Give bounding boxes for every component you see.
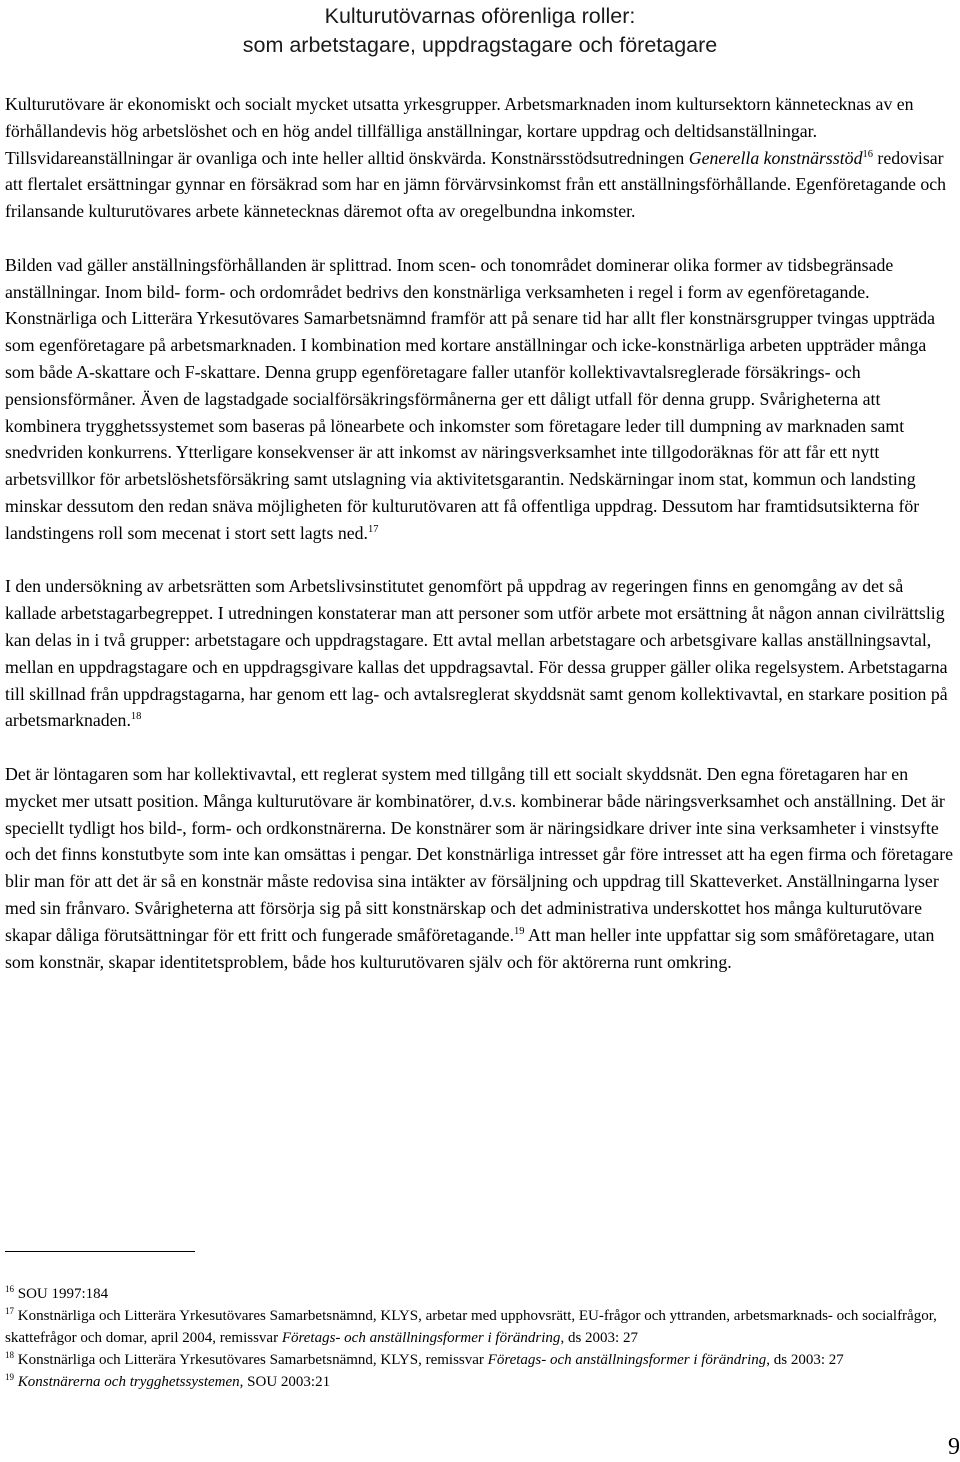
page-number: 9 [948,1434,960,1460]
paragraph-4-text-cont: Att man heller inte uppfattar sig som småföretagare, utan som konstnär, skapar identitetsproblem, både hos kulturutövaren själv och för aktörerna runt omkring. [5,924,935,972]
heading-line-2: som arbetstagare, uppdragstagare och företagare [242,33,718,57]
footnote-19-number: 19 [5,1372,14,1382]
footnote-19-italic: Konstnärerna och trygghetssystemen [17,1374,240,1390]
footnote-16-text: SOU 1997:184 [14,1286,109,1302]
heading-line-1: Kulturutövarnas oförenliga roller: [324,4,636,28]
footnote-ref-19[interactable]: 19 [514,925,525,937]
paragraph-1-text: Kulturutövare är ekonomiskt och socialt mycket utsatta yrkesgrupper. Arbetsmarknaden inom kultursektorn kännetecknas av en förhållandevis hög arbetslöshet och en hög andel tillfälliga anställningar, kortare uppdrag och deltidsanställningar. Tillsvidareanställningar är ovanliga och inte heller alltid önskvärda. Konstnärsstödsutredningen [5,94,914,168]
footnote-17 [5,1305,945,1349]
footnote-18 [5,1349,945,1371]
paragraph-3-text: I den undersökning av arbetsrätten som Arbetslivsinstitutet genomfört på uppdrag av regeringen finns en genomgång av det så kallade arbetstagarbegreppet. I utredningen konstaterar man att personer som utför arbete mot ersättning åt någon annan civilrättslig kan delas in i två grupper: arbetstagare och uppdragstagare. Ett avtal mellan arbetstagare och arbetsgivare kallas anställningsavtal, mellan en uppdragstagare och en uppdragsgivare kallas det uppdragsavtal. För dessa grupper gäller olika regelsystem. Arbetstagarna till skillnad från uppdragstagarna, har genom ett lag- och avtalsreglerat skyddsnät samt genom kollektivavtal, en starkare position på arbetsmarknaden. [5,576,948,731]
footnote-19 [5,1371,945,1393]
report-title-italic: Generella konstnärsstöd [688,147,863,168]
footnote-ref-17[interactable]: 17 [367,523,379,535]
paragraph-4-text: Det är löntagaren som har kollektivavtal, ett reglerat system med tillgång till ett socialt skyddsnät. Den egna företagaren har en mycket mer utsatt position. Många kulturutövare är kombinatörer, d.v.s. kombinerar både näringsverksamhet och anställning. Det är speciellt tydligt hos bild-, form- och ordkonstnärerna. De konstnärer som är näringsidkare driver inte sina verksamheter i vinstsyfte och det finns konstutbyte som inte kan omsättas i pengar. Det konstnärliga intresset går före intresset att ha egen firma och företagare blir man för att det är så en konstnär måste redovisa sina intäkter av försäljning och uppdrag till Skatteverket. Anställningarna lyser med sin frånvaro. Svårigheterna att försörja sig på sitt konstnärskap och det administrativa underskottet hos många kulturutövare skapar dåliga förutsättningar för ett fritt och fungerade småföretagande. [5,763,954,945]
footnote-19-tail: , SOU 2003:21 [239,1374,331,1390]
footnote-ref-18[interactable]: 18 [130,711,142,723]
footnote-18-text: Konstnärliga och Litterära Yrkesutövares Samarbetsnämnd, KLYS, remissvar [14,1352,488,1368]
footnote-18-italic: Företags- och anställningsformer i förändring [487,1352,767,1368]
footnote-16-number: 16 [5,1284,14,1294]
paragraph-2 [5,252,955,547]
footnote-16 [5,1283,945,1305]
footnote-18-tail: , ds 2003: 27 [766,1352,844,1368]
footnote-separator [5,1251,195,1252]
paragraph-3 [5,573,955,734]
footnotes [5,1283,945,1393]
page-heading [0,2,960,60]
footnote-17-number: 17 [5,1306,14,1316]
paragraph-1-text-cont: redovisar att flertalet ersättningar gynnar en försäkrad som har en jämn förvärvsinkomst från ett anställningsförhållande. Egenföretagande och frilansande kulturutövares arbete kännetecknas däremot ofta av oregelbundna inkomster. [5,147,947,222]
footnote-17-text: Konstnärliga och Litterära Yrkesutövares Samarbetsnämnd, KLYS, arbetar med upphovsrätt, EU-frågor och yttranden, arbetsmarknads- och socialfrågor, skattefrågor och domar, april 2004, remissvar [5,1308,937,1346]
paragraph-1 [5,91,955,225]
paragraph-2-text: Bilden vad gäller anställningsförhållanden är splittrad. Inom scen- och tonområdet dominerar olika former av tidsbegränsade anställningar. Inom bild- form- och ordområdet bedrivs den konstnärliga verksamheten i regel i form av egenföretagande. Konstnärliga och Litterära Yrkesutövares Samarbetsnämnd framför att på senare tid har allt fler konstnärsgrupper tvingas uppträda som egenföretagare på arbetsmarknaden. I kombination med kortare anställningar och icke-konstnärliga arbeten uppträder många som både A-skattare och F-skattare. Denna grupp egenföretagare faller utanför kollektivavtalsreglerade försäkrings- och pensionsförmåner. Även de lagstadgade socialförsäkringsförmånerna ger ett dåligt utfall för denna grupp. Svårigheterna att kombinera trygghetssystemet som baseras på lönearbete och inkomster som företagare leder till dumpning av marknaden samt snedvriden konkurrens. Ytterligare konsekvenser är att inkomst av näringsverksamhet inte tillgodoräknas för att får ett nytt arbetsvillkor för arbetslöshetsförsäkring samt utslagning via aktivitetsgarantin. Nedskärningar inom stat, kommun och landsting minskar dessutom den redan snäva möjligheten för kulturutövaren att få offentliga uppdrag. Dessutom har framtidsutsikterna för landstingens roll som mecenat i stort sett lagts ned. [5,254,936,543]
body-text [5,91,955,975]
footnote-17-tail: , ds 2003: 27 [560,1330,638,1346]
footnote-ref-16[interactable]: 16 [862,148,873,160]
paragraph-4 [5,761,955,975]
footnote-18-number: 18 [5,1350,14,1360]
footnote-17-italic: Företags- och anställningsformer i förändring [281,1330,561,1346]
